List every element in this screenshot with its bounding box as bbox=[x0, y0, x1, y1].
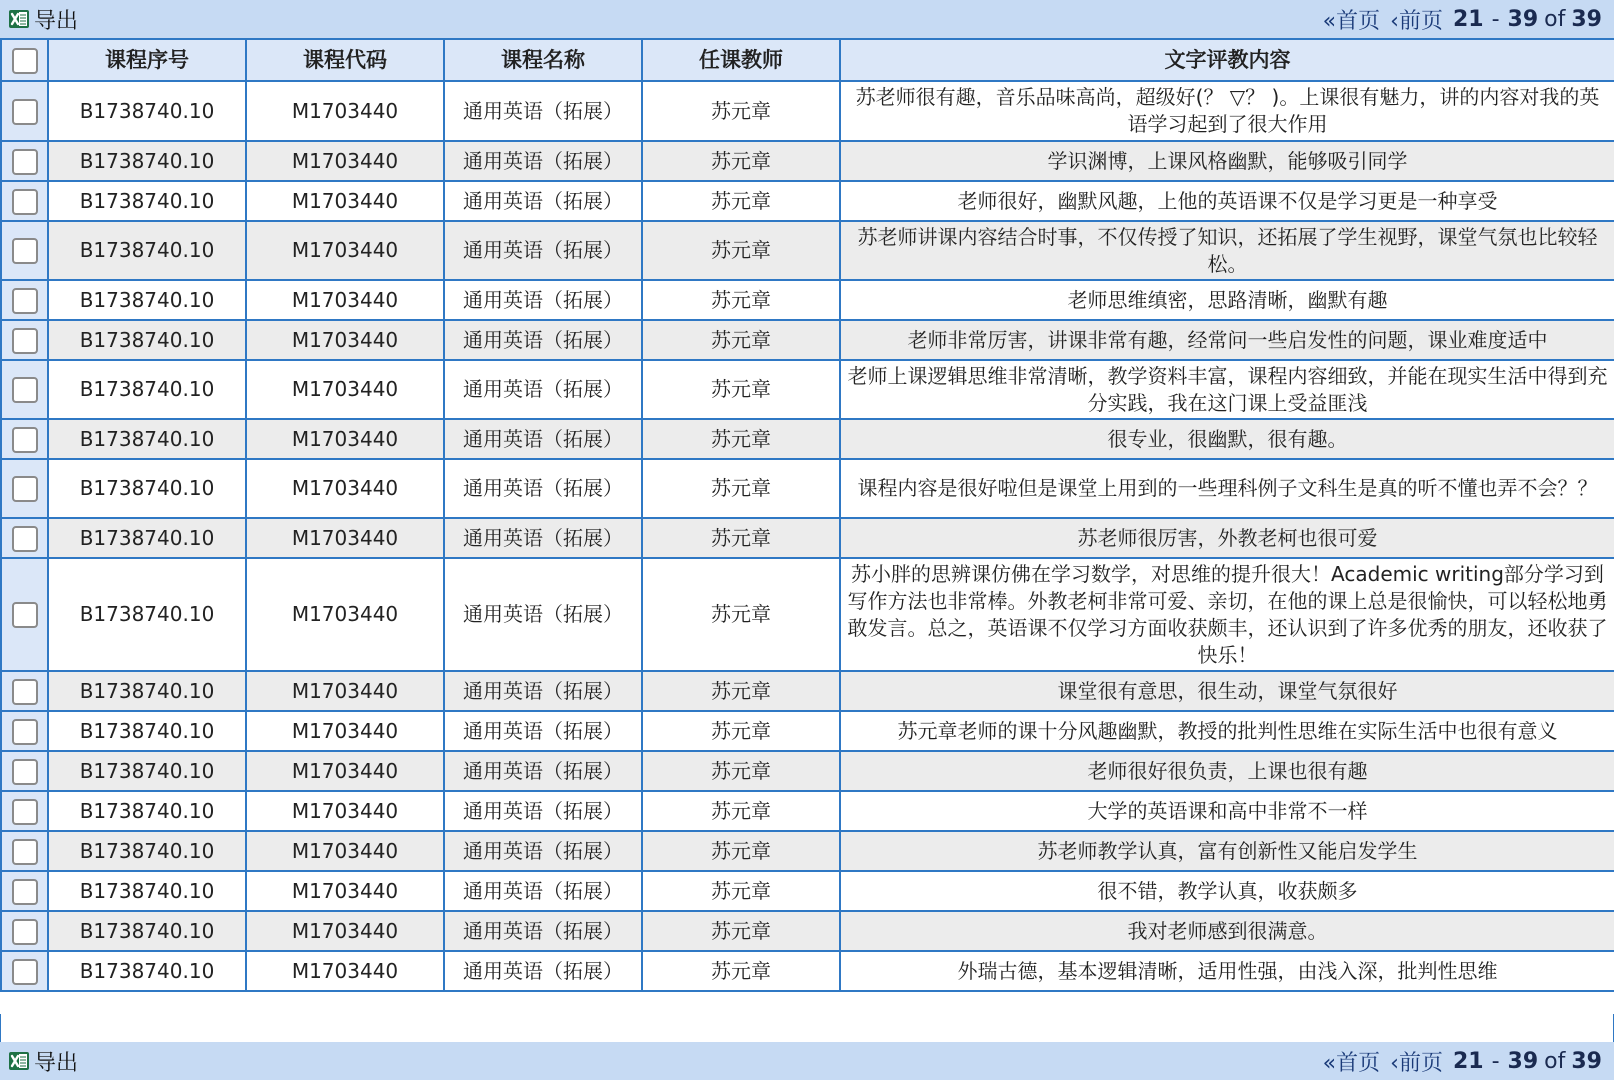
cell-teacher: 苏元章 bbox=[642, 711, 840, 751]
table-empty-area bbox=[0, 1014, 1614, 1043]
cell-code: M1703440 bbox=[246, 360, 444, 419]
header-row bbox=[1, 39, 1614, 81]
cell-comment: 苏老师很有趣，音乐品味高尚，超级好(？ ▽？ )。上课很有魅力，讲的内容对我的英语学习起到了很大作用 bbox=[840, 81, 1614, 141]
row-checkbox[interactable] bbox=[12, 288, 38, 314]
row-select-cell bbox=[1, 558, 48, 671]
cell-comment: 课堂很有意思，很生动，课堂气氛很好 bbox=[840, 671, 1614, 711]
cell-code: M1703440 bbox=[246, 221, 444, 280]
cell-teacher: 苏元章 bbox=[642, 518, 840, 558]
cell-seq: B1738740.10 bbox=[48, 711, 246, 751]
first-page-link[interactable]: «首页 bbox=[1322, 8, 1381, 34]
export-label: 导出 bbox=[34, 8, 79, 34]
range-dash: - bbox=[1491, 6, 1500, 32]
cell-name: 通用英语（拓展） bbox=[444, 81, 642, 141]
cell-code: M1703440 bbox=[246, 518, 444, 558]
select-all-checkbox[interactable] bbox=[12, 48, 38, 74]
cell-name: 通用英语（拓展） bbox=[444, 518, 642, 558]
cell-name: 通用英语（拓展） bbox=[444, 751, 642, 791]
cell-seq: B1738740.10 bbox=[48, 518, 246, 558]
cell-teacher: 苏元章 bbox=[642, 320, 840, 360]
cell-code: M1703440 bbox=[246, 671, 444, 711]
row-checkbox[interactable] bbox=[12, 839, 38, 865]
table-body bbox=[1, 81, 1614, 991]
row-checkbox[interactable] bbox=[12, 476, 38, 502]
cell-code: M1703440 bbox=[246, 751, 444, 791]
cell-teacher: 苏元章 bbox=[642, 911, 840, 951]
col-header-comment[interactable]: 文字评教内容 bbox=[840, 39, 1614, 81]
table-row bbox=[1, 81, 1614, 141]
table-row bbox=[1, 671, 1614, 711]
prev-page-link[interactable]: ‹前页 bbox=[1390, 8, 1443, 34]
table-row bbox=[1, 181, 1614, 221]
top-toolbar bbox=[0, 0, 1614, 38]
cell-comment: 老师上课逻辑思维非常清晰，教学资料丰富，课程内容细致，并能在现实生活中得到充分实践，我在这门课上受益匪浅 bbox=[840, 360, 1614, 419]
row-checkbox[interactable] bbox=[12, 679, 38, 705]
cell-code: M1703440 bbox=[246, 81, 444, 141]
cell-seq: B1738740.10 bbox=[48, 558, 246, 671]
pager bbox=[1323, 4, 1602, 35]
cell-name: 通用英语（拓展） bbox=[444, 221, 642, 280]
row-checkbox[interactable] bbox=[12, 919, 38, 945]
cell-comment: 外瑞古德，基本逻辑清晰，适用性强，由浅入深，批判性思维 bbox=[840, 951, 1614, 991]
row-select-cell bbox=[1, 871, 48, 911]
cell-teacher: 苏元章 bbox=[642, 459, 840, 518]
row-checkbox[interactable] bbox=[12, 189, 38, 215]
table-row bbox=[1, 518, 1614, 558]
cell-seq: B1738740.10 bbox=[48, 360, 246, 419]
table-row bbox=[1, 320, 1614, 360]
cell-comment: 老师思维缜密，思路清晰，幽默有趣 bbox=[840, 280, 1614, 320]
cell-comment: 我对老师感到很满意。 bbox=[840, 911, 1614, 951]
cell-comment: 大学的英语课和高中非常不一样 bbox=[840, 791, 1614, 831]
row-select-cell bbox=[1, 141, 48, 181]
range-dash: - bbox=[1491, 1048, 1500, 1074]
col-header-seq[interactable]: 课程序号 bbox=[48, 39, 246, 81]
cell-teacher: 苏元章 bbox=[642, 951, 840, 991]
cell-name: 通用英语（拓展） bbox=[444, 791, 642, 831]
row-checkbox[interactable] bbox=[12, 526, 38, 552]
row-select-cell bbox=[1, 221, 48, 280]
row-select-cell bbox=[1, 181, 48, 221]
cell-name: 通用英语（拓展） bbox=[444, 831, 642, 871]
cell-code: M1703440 bbox=[246, 951, 444, 991]
cell-seq: B1738740.10 bbox=[48, 671, 246, 711]
cell-teacher: 苏元章 bbox=[642, 280, 840, 320]
cell-comment: 老师很好很负责，上课也很有趣 bbox=[840, 751, 1614, 791]
row-select-cell bbox=[1, 911, 48, 951]
cell-code: M1703440 bbox=[246, 181, 444, 221]
cell-seq: B1738740.10 bbox=[48, 951, 246, 991]
cell-seq: B1738740.10 bbox=[48, 81, 246, 141]
bottom-toolbar bbox=[0, 1042, 1614, 1080]
row-select-cell bbox=[1, 951, 48, 991]
range-start: 21 bbox=[1452, 6, 1484, 32]
row-checkbox[interactable] bbox=[12, 879, 38, 905]
cell-comment: 苏老师讲课内容结合时事，不仅传授了知识，还拓展了学生视野，课堂气氛也比较轻松。 bbox=[840, 221, 1614, 280]
cell-teacher: 苏元章 bbox=[642, 221, 840, 280]
row-checkbox[interactable] bbox=[12, 427, 38, 453]
cell-name: 通用英语（拓展） bbox=[444, 911, 642, 951]
cell-seq: B1738740.10 bbox=[48, 419, 246, 459]
cell-seq: B1738740.10 bbox=[48, 911, 246, 951]
table-row bbox=[1, 711, 1614, 751]
cell-teacher: 苏元章 bbox=[642, 181, 840, 221]
cell-seq: B1738740.10 bbox=[48, 459, 246, 518]
cell-seq: B1738740.10 bbox=[48, 751, 246, 791]
cell-seq: B1738740.10 bbox=[48, 181, 246, 221]
of-label: of bbox=[1544, 6, 1566, 32]
cell-teacher: 苏元章 bbox=[642, 751, 840, 791]
cell-teacher: 苏元章 bbox=[642, 81, 840, 141]
row-select-cell bbox=[1, 419, 48, 459]
cell-teacher: 苏元章 bbox=[642, 671, 840, 711]
cell-teacher: 苏元章 bbox=[642, 360, 840, 419]
row-select-cell bbox=[1, 751, 48, 791]
prev-page-link[interactable]: ‹前页 bbox=[1390, 1050, 1443, 1076]
cell-seq: B1738740.10 bbox=[48, 221, 246, 280]
table-row bbox=[1, 459, 1614, 518]
table-row bbox=[1, 871, 1614, 911]
row-select-cell bbox=[1, 711, 48, 751]
cell-teacher: 苏元章 bbox=[642, 791, 840, 831]
row-checkbox[interactable] bbox=[12, 238, 38, 264]
cell-name: 通用英语（拓展） bbox=[444, 459, 642, 518]
of-label: of bbox=[1544, 1048, 1566, 1074]
cell-comment: 苏老师很厉害，外教老柯也很可爱 bbox=[840, 518, 1614, 558]
table-row bbox=[1, 558, 1614, 671]
cell-code: M1703440 bbox=[246, 141, 444, 181]
col-header-teacher[interactable]: 任课教师 bbox=[642, 39, 840, 81]
row-select-cell bbox=[1, 518, 48, 558]
cell-name: 通用英语（拓展） bbox=[444, 711, 642, 751]
row-checkbox[interactable] bbox=[12, 602, 38, 628]
cell-seq: B1738740.10 bbox=[48, 871, 246, 911]
cell-name: 通用英语（拓展） bbox=[444, 671, 642, 711]
row-select-cell bbox=[1, 320, 48, 360]
row-checkbox[interactable] bbox=[12, 149, 38, 175]
cell-comment: 学识渊博，上课风格幽默，能够吸引同学 bbox=[840, 141, 1614, 181]
row-select-cell bbox=[1, 791, 48, 831]
cell-teacher: 苏元章 bbox=[642, 558, 840, 671]
row-select-cell bbox=[1, 671, 48, 711]
cell-comment: 苏元章老师的课十分风趣幽默，教授的批判性思维在实际生活中也很有意义 bbox=[840, 711, 1614, 751]
table-row bbox=[1, 791, 1614, 831]
row-select-cell bbox=[1, 360, 48, 419]
first-page-link[interactable]: «首页 bbox=[1322, 1050, 1381, 1076]
table-row bbox=[1, 221, 1614, 280]
cell-code: M1703440 bbox=[246, 558, 444, 671]
table-row bbox=[1, 911, 1614, 951]
table-row bbox=[1, 951, 1614, 991]
cell-teacher: 苏元章 bbox=[642, 831, 840, 871]
row-checkbox[interactable] bbox=[12, 799, 38, 825]
total-count: 39 bbox=[1571, 1048, 1602, 1074]
cell-name: 通用英语（拓展） bbox=[444, 141, 642, 181]
cell-code: M1703440 bbox=[246, 911, 444, 951]
cell-comment: 苏小胖的思辨课仿佛在学习数学，对思维的提升很大！Academic writing部分学习到写作方法也非常棒。外教老柯非常可爱、亲切，在他的课上总是很愉快，可以轻松地勇敢发言。总之，英语课不仅学习方面收获颇丰，还认识到了许多优秀的朋友，还收获了快乐！ bbox=[840, 558, 1614, 671]
cell-comment: 很专业，很幽默，很有趣。 bbox=[840, 419, 1614, 459]
range-start: 21 bbox=[1452, 1048, 1484, 1074]
evaluation-table bbox=[0, 38, 1614, 992]
table-row bbox=[1, 419, 1614, 459]
cell-seq: B1738740.10 bbox=[48, 320, 246, 360]
select-all-cell bbox=[1, 39, 48, 81]
cell-seq: B1738740.10 bbox=[48, 280, 246, 320]
cell-seq: B1738740.10 bbox=[48, 791, 246, 831]
cell-name: 通用英语（拓展） bbox=[444, 181, 642, 221]
cell-code: M1703440 bbox=[246, 871, 444, 911]
table-row bbox=[1, 751, 1614, 791]
cell-name: 通用英语（拓展） bbox=[444, 280, 642, 320]
row-select-cell bbox=[1, 459, 48, 518]
table-row bbox=[1, 141, 1614, 181]
cell-code: M1703440 bbox=[246, 320, 444, 360]
row-select-cell bbox=[1, 831, 48, 871]
cell-comment: 很不错，教学认真，收获颇多 bbox=[840, 871, 1614, 911]
pager-bottom bbox=[1323, 1046, 1602, 1077]
table-row bbox=[1, 280, 1614, 320]
cell-seq: B1738740.10 bbox=[48, 141, 246, 181]
cell-comment: 老师很好，幽默风趣，上他的英语课不仅是学习更是一种享受 bbox=[840, 181, 1614, 221]
cell-name: 通用英语（拓展） bbox=[444, 951, 642, 991]
col-header-name[interactable]: 课程名称 bbox=[444, 39, 642, 81]
row-select-cell bbox=[1, 280, 48, 320]
cell-name: 通用英语（拓展） bbox=[444, 419, 642, 459]
row-checkbox[interactable] bbox=[12, 377, 38, 403]
cell-code: M1703440 bbox=[246, 280, 444, 320]
table-row bbox=[1, 360, 1614, 419]
row-checkbox[interactable] bbox=[12, 959, 38, 985]
excel-icon bbox=[8, 1050, 30, 1072]
range-end: 39 bbox=[1507, 1048, 1539, 1074]
cell-comment: 老师非常厉害，讲课非常有趣，经常问一些启发性的问题，课业难度适中 bbox=[840, 320, 1614, 360]
export-label: 导出 bbox=[34, 1050, 79, 1076]
export-button[interactable] bbox=[8, 4, 78, 35]
total-count: 39 bbox=[1571, 6, 1602, 32]
row-checkbox[interactable] bbox=[12, 99, 38, 125]
cell-name: 通用英语（拓展） bbox=[444, 320, 642, 360]
row-checkbox[interactable] bbox=[12, 759, 38, 785]
row-checkbox[interactable] bbox=[12, 719, 38, 745]
cell-code: M1703440 bbox=[246, 791, 444, 831]
col-header-code[interactable]: 课程代码 bbox=[246, 39, 444, 81]
cell-seq: B1738740.10 bbox=[48, 831, 246, 871]
cell-comment: 课程内容是很好啦但是课堂上用到的一些理科例子文科生是真的听不懂也弄不会？？ bbox=[840, 459, 1614, 518]
cell-comment: 苏老师教学认真，富有创新性又能启发学生 bbox=[840, 831, 1614, 871]
cell-name: 通用英语（拓展） bbox=[444, 360, 642, 419]
cell-name: 通用英语（拓展） bbox=[444, 558, 642, 671]
cell-teacher: 苏元章 bbox=[642, 871, 840, 911]
cell-name: 通用英语（拓展） bbox=[444, 871, 642, 911]
export-button-bottom[interactable] bbox=[8, 1046, 78, 1077]
table-row bbox=[1, 831, 1614, 871]
cell-code: M1703440 bbox=[246, 419, 444, 459]
cell-code: M1703440 bbox=[246, 831, 444, 871]
row-checkbox[interactable] bbox=[12, 328, 38, 354]
cell-teacher: 苏元章 bbox=[642, 141, 840, 181]
excel-icon bbox=[8, 8, 30, 30]
cell-code: M1703440 bbox=[246, 711, 444, 751]
cell-teacher: 苏元章 bbox=[642, 419, 840, 459]
row-select-cell bbox=[1, 81, 48, 141]
range-end: 39 bbox=[1507, 6, 1539, 32]
cell-code: M1703440 bbox=[246, 459, 444, 518]
